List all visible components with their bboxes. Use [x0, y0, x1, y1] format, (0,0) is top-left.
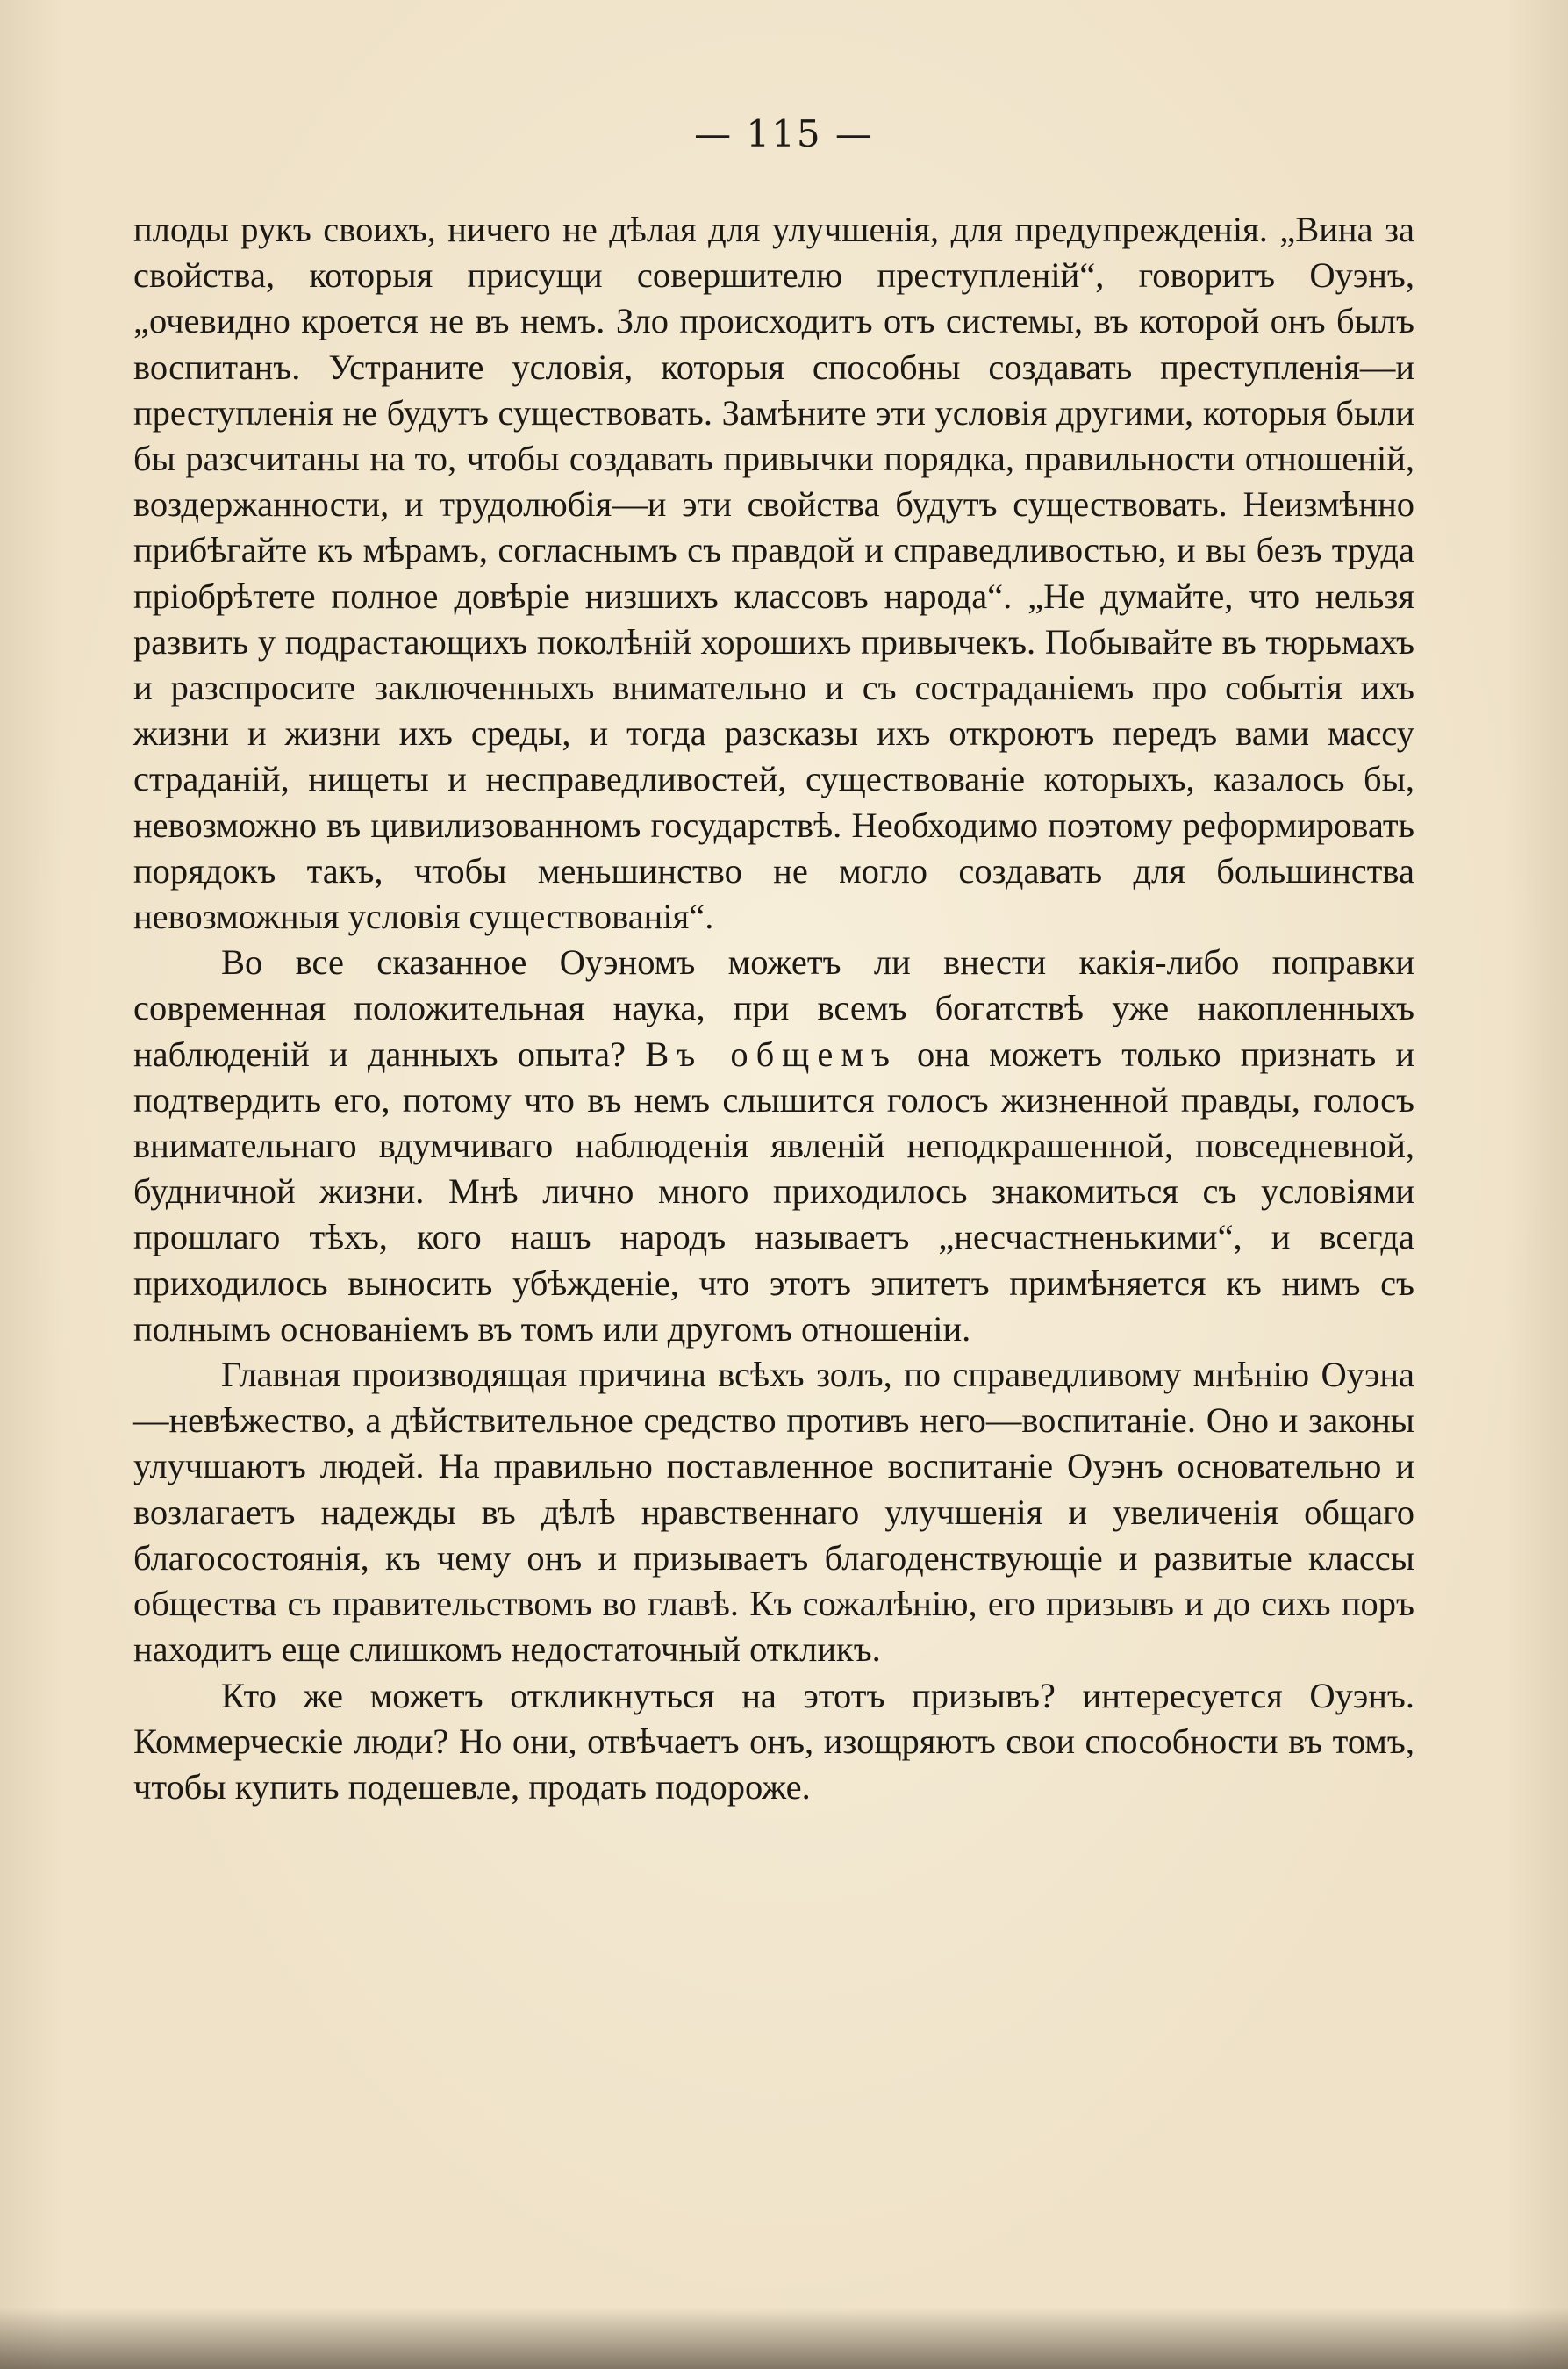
body-text: [133, 207, 1414, 1810]
paragraph-text: она можетъ только признать и подтвердить его, потому что въ немъ слышится голосъ жизненной правды, голосъ внимательнаго вдумчиваго наблюденія явленій неподкрашенной, повседневной, будничной жизни. Мнѣ лично много приходилось знакомиться съ условіями прошлаго тѣхъ, кого нашъ народъ называетъ „несчастненькими“, и всегда приходилось выносить убѣжденіе, что этотъ эпитетъ примѣняется къ нимъ съ полнымъ основаніемъ въ томъ или другомъ отношеніи.: [133, 1034, 1414, 1349]
paragraph: [133, 940, 1414, 1352]
paragraph-text: Во все сказанное Оуэномъ можетъ ли внести какія-либо поправки современная положительная наука, при всемъ богатствѣ уже накопленныхъ наблюденій и данныхъ опыта?: [133, 942, 1414, 1074]
paragraph-text: плоды рукъ своихъ, ничего не дѣлая для улучшенія, для предупрежденія. „Вина за свойства, которыя присущи совершителю преступленій“, говоритъ Оуэнъ, „очевидно кроется не въ немъ. Зло происходитъ отъ системы, въ которой онъ былъ воспитанъ. Устраните условія, которыя способны создавать преступленія—и преступленія не будутъ существовать. Замѣните эти условія другими, которыя были бы разсчитаны на то, чтобы создавать привычки порядка, правильности отношеній, воздержанности, и трудолюбія—и эти свойства будутъ существовать. Неизмѣнно прибѣгайте къ мѣрамъ, согласнымъ съ правдой и справедливостью, и вы безъ труда пріобрѣтете полное довѣріе низшихъ классовъ народа“. „Не думайте, что нельзя развить у подрастающихъ поколѣній хорошихъ привычекъ. Побывайте въ тюрьмахъ и разспросите заключенныхъ внимательно и съ состраданіемъ про событія ихъ жизни и жизни ихъ среды, и тогда разсказы ихъ откроютъ передъ вами массу страданій, нищеты и несправедливостей, существованіе которыхъ, казалось бы, невозможно въ цивилизованномъ государствѣ. Необходимо поэтому реформировать порядокъ такъ, чтобы меньшинство не могло создавать для большинства невозможныя условія существованія“.: [133, 210, 1414, 937]
page-number: — 115 —: [694, 112, 874, 155]
paragraph-text: Кто же можетъ откликнуться на этотъ призывъ? интересуется Оуэнъ. Коммерческіе люди? Но они, отвѣчаетъ онъ, изощряютъ свои способности въ томъ, чтобы купить подешевле, продать подороже.: [133, 1675, 1414, 1807]
emphasized-text: Въ общемъ: [645, 1034, 898, 1074]
page-edge-shadow: [0, 2308, 1568, 2369]
paragraph: [133, 207, 1414, 940]
paragraph: [133, 1352, 1414, 1672]
paragraph-text: Главная производящая причина всѣхъ золъ, по справедливому мнѣнію Оуэна—невѣжество, а дѣйствительное средство противъ него—воспитаніе. Оно и законы улучшаютъ людей. На правильно поставленное воспитаніе Оуэнъ основательно и возлагаетъ надежды въ дѣлѣ нравственнаго улучшенія и увеличенія общаго благосостоянія, къ чему онъ и призываетъ благоденствующіе и развитые классы общества съ правительствомъ во главѣ. Къ сожалѣнію, его призывъ и до сихъ поръ находитъ еще слишкомъ недостаточный откликъ.: [133, 1355, 1414, 1670]
paragraph: [133, 1673, 1414, 1811]
